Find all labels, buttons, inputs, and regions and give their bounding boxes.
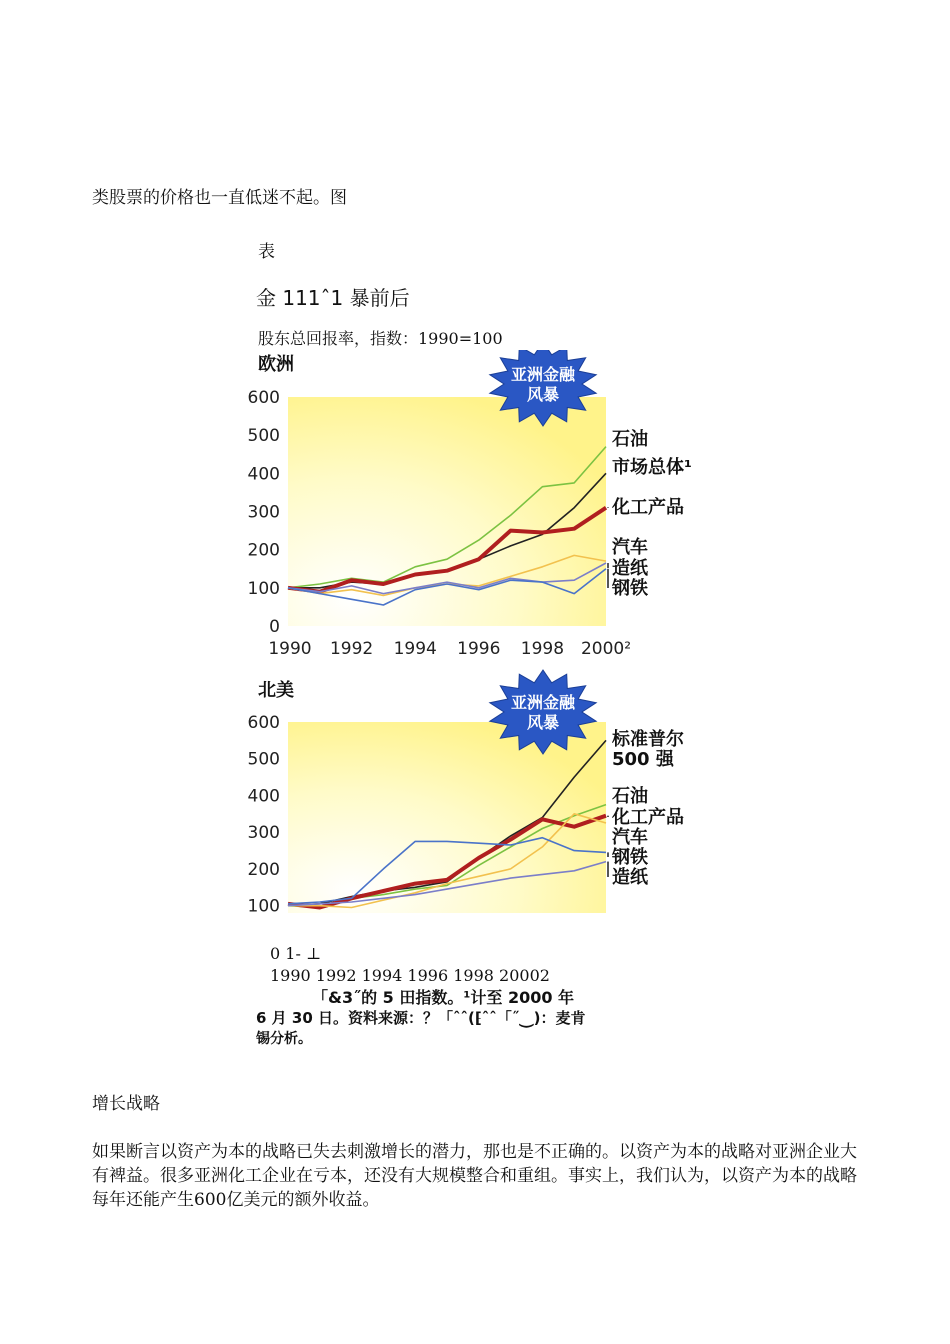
x-tick-label: 2000²: [580, 639, 632, 659]
series-label: 造纸: [612, 867, 648, 888]
series-label: 市场总体¹: [612, 457, 692, 478]
y-tick-label: 400: [247, 464, 280, 485]
y-tick-label: 200: [247, 859, 280, 880]
y-tick-label: 300: [247, 823, 280, 844]
north-america-chart: [248, 670, 684, 917]
x-tick-label: 1994: [393, 639, 437, 659]
garbled-year-row: 1990 1992 1994 1996 1998 20002: [270, 966, 550, 985]
series-label: 石油: [612, 786, 648, 807]
figure-title: 金 111ˆ1 暴前后: [256, 286, 410, 310]
y-tick-label: 300: [247, 502, 280, 523]
y-tick-label: 600: [247, 713, 280, 733]
burst-text: 亚洲金融: [510, 693, 576, 712]
burst-text: 亚洲金融: [510, 365, 576, 384]
y-tick-label: 500: [247, 749, 280, 770]
y-tick-label: 600: [247, 388, 280, 408]
y-tick-label: 0: [269, 617, 280, 637]
x-tick-label: 1996: [457, 639, 501, 659]
y-tick-label: 500: [247, 426, 280, 447]
garbled-tick-row: 0 1- ⊥: [270, 944, 321, 963]
y-tick-label: 100: [247, 578, 280, 599]
region-title: 北美: [258, 680, 294, 701]
series-label: 化工产品: [612, 497, 684, 518]
region-title: 欧洲: [258, 354, 294, 375]
figure-subtitle: 股东总回报率，指数：1990=100: [258, 329, 503, 348]
footnote-line-2: 6 月 30 日。资料来源：？「ˆˆ(⁅ˆˆ「˝⏝)：麦肯: [256, 1009, 586, 1027]
body-paragraph: 如果断言以资产为本的战略已失去刺激增长的潜力，那也是不正确的。以资产为本的战略对亚洲企业大有裨益。很多亚洲化工企业在亏本，还没有大规模整合和重组。事实上，我们认为，以资产为本的战略每年还能产生600亿美元的额外收益。: [92, 1142, 857, 1210]
series-label: 钢铁: [612, 847, 648, 868]
series-label: 500 强: [612, 749, 674, 770]
footnote-line-1: 「&3˝的 5 田指数。¹计至 2000 年: [312, 988, 575, 1007]
x-tick-label: 1990: [268, 639, 312, 659]
series-label: 汽车: [612, 537, 648, 558]
x-tick-label: 1998: [520, 639, 565, 659]
x-tick-label: 1992: [329, 639, 374, 659]
y-tick-label: 200: [247, 540, 280, 561]
series-label: 钢铁: [612, 578, 648, 599]
burst-text: 风暴: [526, 385, 560, 404]
series-label: 造纸: [612, 558, 648, 579]
charts-figure: [240, 350, 710, 950]
burst-text: 风暴: [526, 713, 560, 732]
series-label: 石油: [612, 429, 648, 450]
intro-text: 类股票的价格也一直低迷不起。图: [92, 188, 347, 208]
series-label: 化工产品: [612, 807, 684, 828]
series-label: 汽车: [612, 827, 648, 848]
footnote-line-3: 锡分析。: [256, 1031, 312, 1047]
table-label: 表: [258, 242, 275, 262]
y-tick-label: 400: [247, 786, 280, 807]
section-heading: 增长战略: [92, 1094, 160, 1114]
series-label: 标准普尔: [612, 729, 684, 750]
europe-chart: [248, 350, 692, 659]
y-tick-label: 100: [247, 896, 280, 917]
